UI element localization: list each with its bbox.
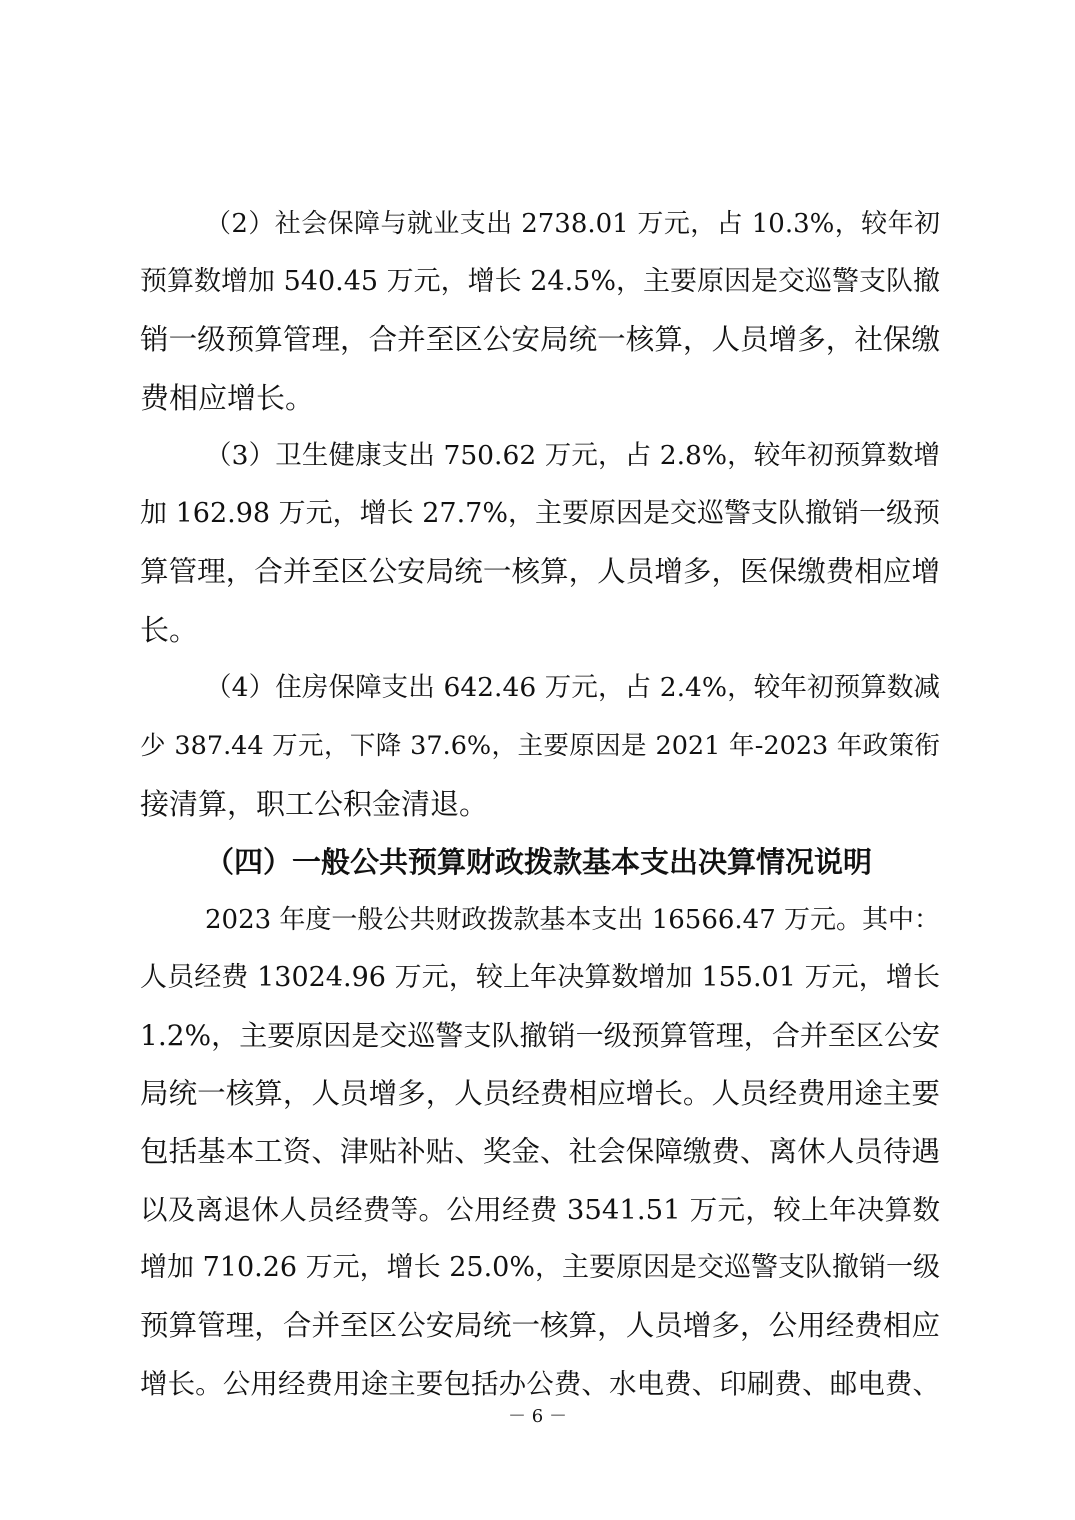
paragraph-health-line-3: 算管理，合并至区公安局统一核算，人员增多，医保缴费相应增 xyxy=(140,555,940,588)
basic-expenditure-line-7: 增加 710.26 万元，增长 25.0%，主要原因是交巡警支队撤销一级 xyxy=(140,1252,940,1283)
basic-expenditure-line-8: 预算管理，合并至区公安局统一核算，人员增多，公用经费相应 xyxy=(140,1309,940,1342)
paragraph-housing-line-2: 少 387.44 万元，下降 37.6%，主要原因是 2021 年-2023 年政策衔 xyxy=(140,731,940,761)
paragraph-housing-line-3: 接清算，职工公积金清退。 xyxy=(140,787,489,821)
basic-expenditure-line-4: 局统一核算，人员增多，人员经费相应增长。人员经费用途主要 xyxy=(140,1077,940,1110)
paragraph-health-line-1: （3）卫生健康支出 750.62 万元，占 2.8%，较年初预算数增 xyxy=(205,440,940,471)
basic-expenditure-line-2: 人员经费 13024.96 万元，较上年决算数增加 155.01 万元，增长 xyxy=(140,962,940,993)
paragraph-social-security-line-1: （2）社会保障与就业支出 2738.01 万元，占 10.3%，较年初 xyxy=(205,209,940,239)
section-heading: （四）一般公共预算财政拨款基本支出决算情况说明 xyxy=(205,845,873,879)
paragraph-health-line-4: 长。 xyxy=(140,613,199,647)
basic-expenditure-line-3: 1.2%，主要原因是交巡警支队撤销一级预算管理，合并至区公安 xyxy=(140,1019,940,1052)
page-number: － 6 － xyxy=(508,1406,567,1427)
basic-expenditure-line-5: 包括基本工资、津贴补贴、奖金、社会保障缴费、离休人员待遇 xyxy=(140,1135,940,1168)
basic-expenditure-line-6: 以及离退休人员经费等。公用经费 3541.51 万元，较上年决算数 xyxy=(140,1194,940,1226)
basic-expenditure-line-1: 2023 年度一般公共财政拨款基本支出 16566.47 万元。其中： xyxy=(205,905,941,935)
paragraph-social-security-line-4: 费相应增长。 xyxy=(140,381,315,415)
paragraph-social-security-line-2: 预算数增加 540.45 万元，增长 24.5%，主要原因是交巡警支队撤 xyxy=(140,266,940,297)
paragraph-social-security-line-3: 销一级预算管理，合并至区公安局统一核算，人员增多，社保缴 xyxy=(140,323,940,356)
paragraph-housing-line-1: （4）住房保障支出 642.46 万元，占 2.4%，较年初预算数减 xyxy=(205,672,940,703)
basic-expenditure-line-9: 增长。公用经费用途主要包括办公费、水电费、印刷费、邮电费、 xyxy=(140,1368,940,1400)
paragraph-health-line-2: 加 162.98 万元，增长 27.7%，主要原因是交巡警支队撤销一级预 xyxy=(140,498,940,529)
